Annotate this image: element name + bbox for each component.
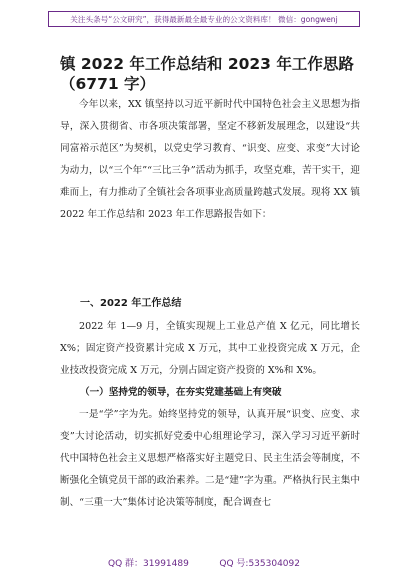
title-line-2: （6771 字）: [60, 75, 156, 93]
intro-paragraph: 今年以来，XX 镇坚持以习近平新时代中国特色社会主义思想为指导，深入贯彻省、市各项决策部署，坚定不移新发展理念，以建设“共同富裕示范区”为契机，以党史学习教育、“识变、应变、求变”大讨论为动力，以“三个年”“三比三争”活动为抓手，攻坚克难，苦干实干，迎难而上，有力推动了全镇社会各项事业高质量跨越式发展。现将 XX 镇 2022 年工作总结和 2023 年工作思路报告如下：: [60, 99, 360, 221]
footer-qq-group: QQ 群：31991489: [108, 559, 189, 569]
title-line-1: 镇 2022 年工作总结和 2023 年工作思路: [60, 55, 354, 73]
section-paragraph: 2022 年 1—9 月，全镇实现规上工业总产值 X 亿元，同比增长 X%；固定资产投资累计完成 X 万元，其中工业投资完成 X 万元，企业技改投资完成 X 万元，分别占固定资产投资的 X%和 X%。: [60, 321, 360, 377]
subsection-heading: （一）坚持党的领导，在夯实党建基础上有突破: [80, 387, 282, 398]
footer-contacts: [108, 556, 300, 569]
subsection-paragraph: 一是“学”字为先。始终坚持党的领导，认真开展“识变、应变、求变”大讨论活动，切实抓好党委中心组理论学习，深入学习习近平新时代中国特色社会主义思想严格落实好主题党日、民主生活会等制度，不断强化全镇党员干部的政治素养。二是“建”字为重。严格执行民主集中制、“三重一大”集体讨论决策等制度，配合调查七: [60, 409, 360, 509]
header-banner: 关注头条号“公文研究”，获得最新最全最专业的公文资料库！ 微信：gongwenj: [48, 11, 360, 27]
document-title: [60, 54, 360, 94]
footer-qq-number: QQ 号:535304092: [219, 559, 300, 569]
section-heading: 一、2022 年工作总结: [80, 298, 182, 309]
